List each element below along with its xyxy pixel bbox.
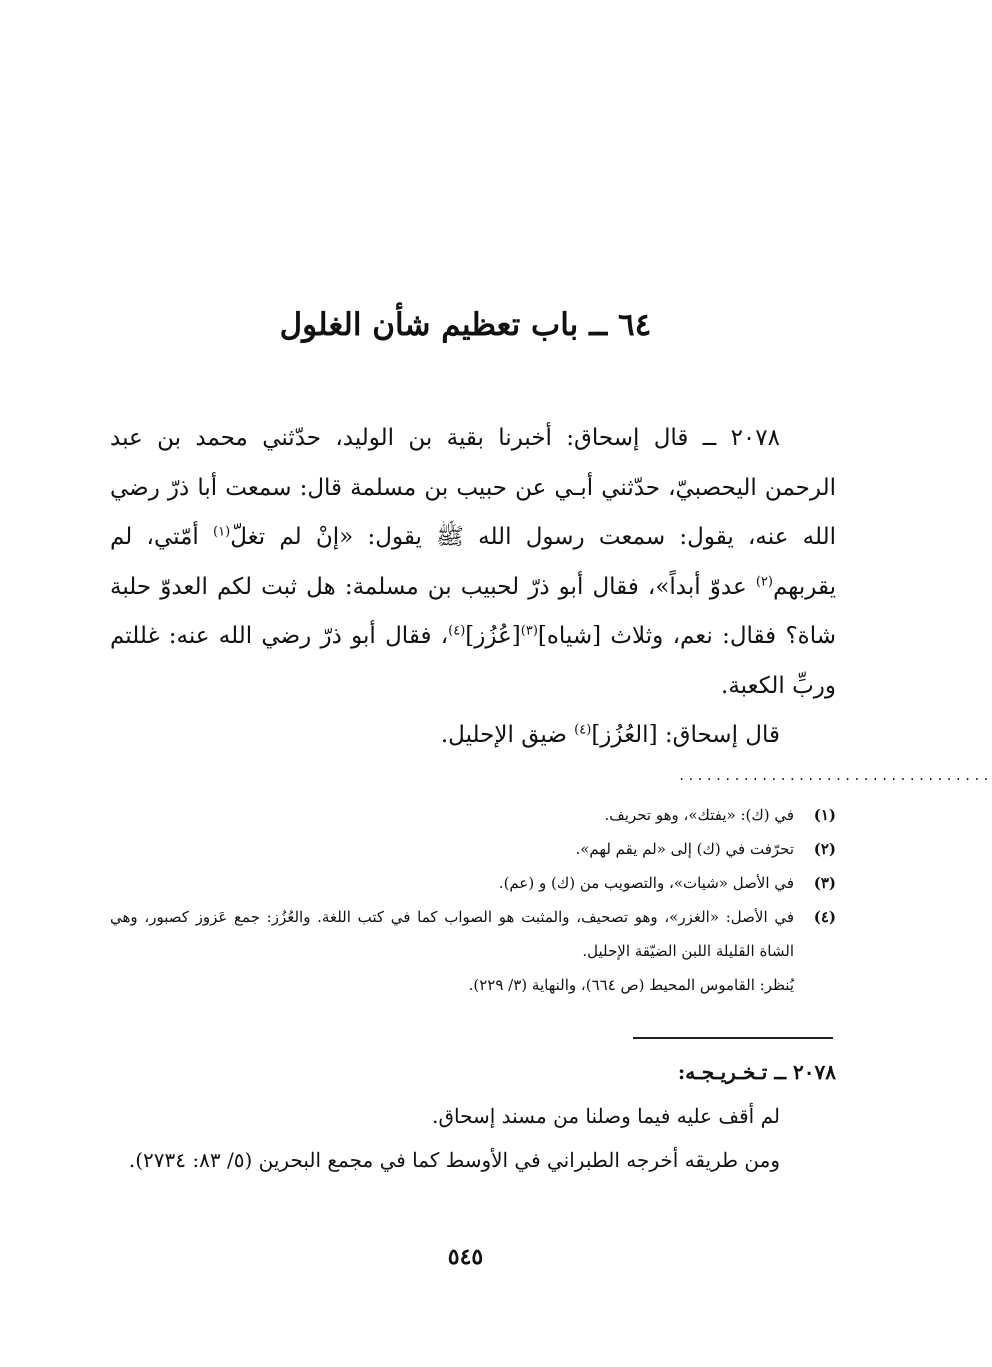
footnote-1 [110,798,836,832]
footnote-text: في الأصل «شيات»، والتصويب من (ك) و (عم). [498,874,794,892]
page-number: ٥٤٥ [447,1244,484,1270]
footnote-ref-4b: (٤) [574,722,592,738]
hadith-text-1a: ٢٠٧٨ ــ قال إسحاق: أخبرنا بقية بن الوليد، حدّثني محمد بن عبد الرحمن اليحصبيّ، حدّثني أبـي عن حبيب بن مسلمة قال: سمعت أبا ذرّ رضي الله عنه، يقول: سمعت رسول الله ﷺ يقول: «إنْ لم تغلّ [110,425,837,550]
footnote-ref-1: (١) [213,524,231,540]
hadith-text-2b: ضيق الإحليل. [440,722,575,748]
footnote-number: (١) [813,806,836,824]
footnote-2 [110,832,836,866]
footnote-number: (٣) [813,874,836,892]
footnote-4 [110,900,836,1002]
chapter-title: ٦٤ ــ باب تعظيم شأن الغلول [279,307,652,343]
footnotes [110,798,836,1002]
footnote-ref-4: (٤) [448,623,466,639]
footnote-ref-2: (٢) [755,573,773,589]
footnote-number: (٤) [813,908,836,926]
hadith-body [110,414,836,761]
takhrij-heading: ٢٠٧٨ ــ تـخـريـجـه: [677,1060,836,1084]
footnote-ref-3: (٣) [520,623,538,639]
hadith-text-1b: أمّتي، لم يقربهم [110,524,836,600]
hadith-text-2a: قال إسحاق: [العُزُز] [591,722,780,748]
hadith-text-1e: ، فقال أبو ذرّ رضي الله عنه: غللتم وربِّ الكعبة. [110,623,836,699]
takhrij-section [110,1050,836,1182]
hadith-paragraph-1 [110,414,836,711]
footnote-dotted-separator: .................................. [678,769,992,783]
hadith-text-1c: عدوّ أبداً»، فقال أبو ذرّ لحبيب بن مسلمة: هل ثبت لكم العدوّ حلبة شاة؟ فقال: نعم، وثلاث [شياه] [110,573,836,649]
footnote-text [110,900,794,1002]
footnote-number: (٢) [813,840,836,858]
footnote-3 [110,866,836,900]
takhrij-line-2: ومن طريقه أخرجه الطبراني في الأوسط كما في مجمع البحرين (٥/ ٨٣: ٢٧٣٤). [128,1148,780,1172]
footnote-text: في (ك): «يفتك»، وهو تحريف. [604,806,794,824]
footnote-text-reference: يُنظر: القاموس المحيط (ص ٦٦٤)، والنهاية (٣/ ٢٢٩). [468,976,794,994]
takhrij-separator-line [633,1037,833,1039]
footnote-text-main: في الأصل: «الغزر»، وهو تصحيف، والمثبت هو الصواب كما في كتب اللغة. والعُزُز: جمع عَزوز كصبور، وهي الشاة القليلة اللبن الضيّقة الإحليل. [110,908,794,960]
takhrij-line-1: لم أقف عليه فيما وصلنا من مسند إسحاق. [432,1104,780,1128]
hadith-paragraph-2 [110,711,836,761]
hadith-text-1d: [عُزُز] [465,623,521,649]
footnote-text: تحرّفت في (ك) إلى «لم يقم لهم». [575,840,794,858]
